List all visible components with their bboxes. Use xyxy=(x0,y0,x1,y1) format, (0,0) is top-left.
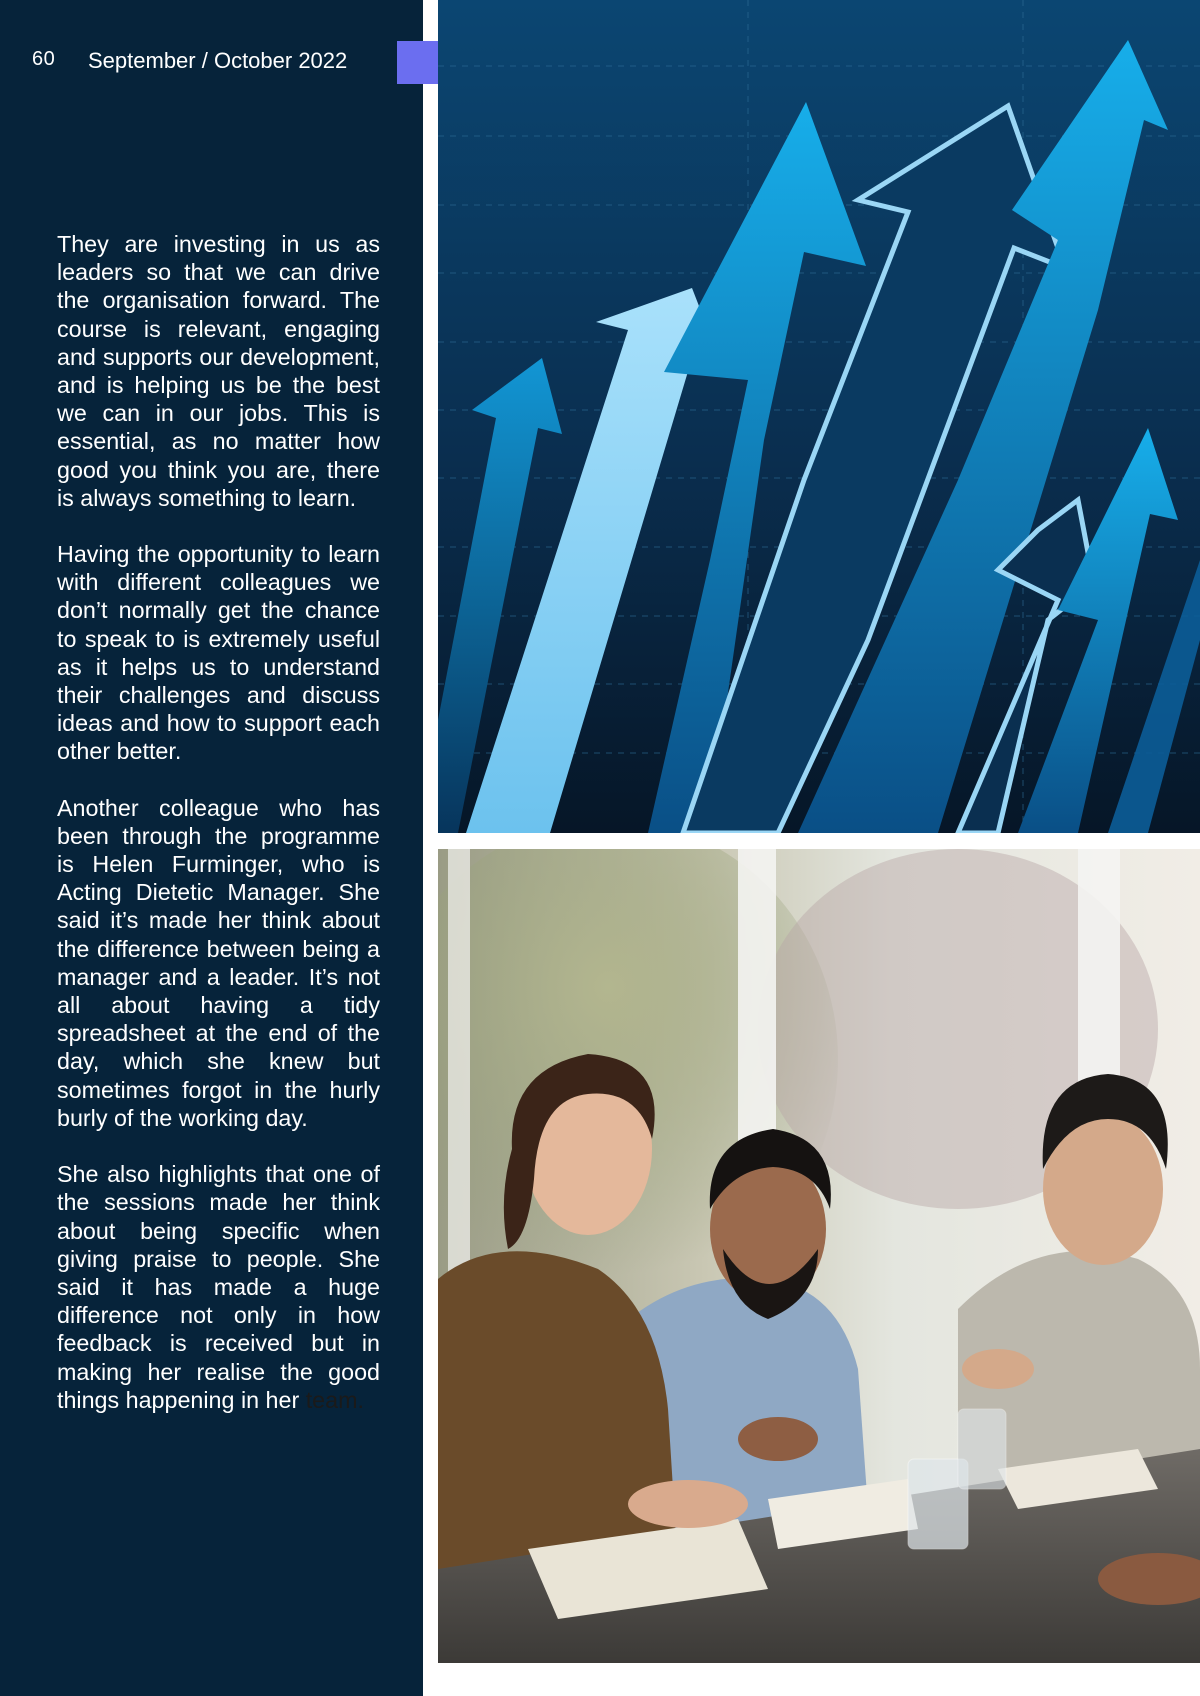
rising-arrows-image xyxy=(438,0,1200,833)
issue-date: September / October 2022 xyxy=(88,48,348,73)
paragraph-2: Having the opportunity to learn with different colleagues we don’t normally get the chance to speak to is extremely useful as it helps us to understand their challenges and discuss ideas and how to support each other better. xyxy=(57,541,380,765)
paragraph-4-last-word: team. xyxy=(305,1386,364,1413)
article-body xyxy=(57,230,380,1442)
page-number: 60 xyxy=(32,48,56,70)
paragraph-1: They are investing in us as leaders so that we can drive the organisation forward. The course is relevant, engaging and supports our development, and is helping us be the best we can in our jobs. This is essential, as no matter how good you think you are, there is always something to learn. xyxy=(57,231,380,511)
meeting-photo xyxy=(438,849,1200,1663)
paragraph-4 xyxy=(57,1160,380,1414)
paragraph-3: Another colleague who has been through the programme is Helen Furminger, who is Acting Dietetic Manager. She said it’s made her think about the difference between being a manager and a leader. It’s not all about having a tidy spreadsheet at the end of the day, which she knew but sometimes forgot in the hurly burly of the working day. xyxy=(57,794,380,1131)
paragraph-4-text: She also highlights that one of the sessions made her think about being specific when giving praise to people. She said it has made a huge difference not only in how feedback is received but in making her realise the good things happening in her xyxy=(57,1161,380,1413)
